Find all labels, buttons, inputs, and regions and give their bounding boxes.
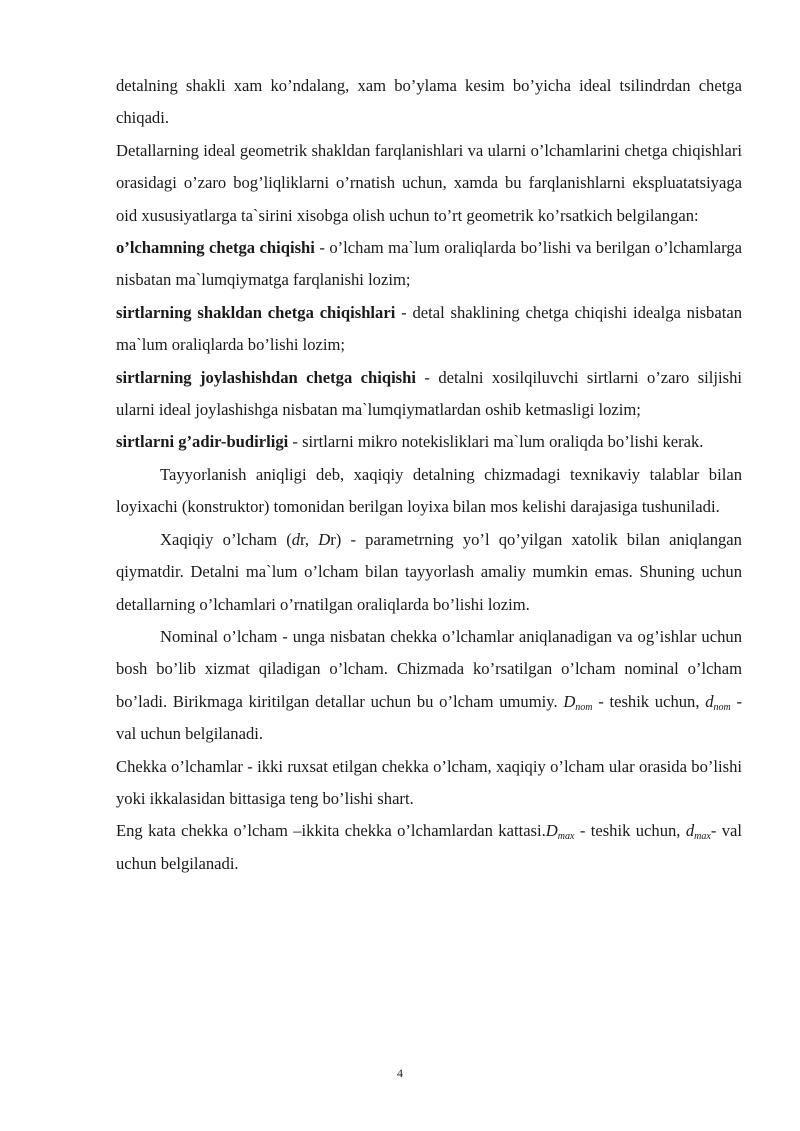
symbol-subscript: max [557, 831, 575, 843]
paragraph-text: - val uchun belgilanadi. [116, 821, 742, 873]
definition-size-deviation [116, 232, 742, 297]
definition-term: sirtlarning shakldan chetga chiqishlari [116, 302, 396, 322]
definition-term: o’lchamning chetga chiqishi [116, 238, 315, 258]
symbol-subscript: nom [713, 701, 731, 713]
definition-text: - detal shaklining chetga chiqishi idealga nisbatan ma`lum oraliqlarda bo’lishi lozim; [116, 302, 742, 355]
symbol: d [705, 691, 714, 711]
symbol-subscript: nom [575, 701, 593, 713]
paragraph-max-limit-size [116, 815, 742, 880]
definition-text: - detalni xosilqiluvchi sirtlarni o’zaro siljishi ularni ideal joylashishga nisbatan ma`lumqiymatlardan oshib ketmasligi lozim; [116, 367, 742, 420]
definition-text: - sirtlarni mikro notekisliklari ma`lum oraliqda bo’lishi kerak. [288, 432, 704, 452]
paragraph-text: - teshik uchun, [574, 821, 686, 841]
paragraph-text: detalning shakli xam ko’ndalang, xam bo’ylama kesim bo’yicha ideal tsilindrdan chetga chiqadi. [116, 76, 742, 128]
symbol: D [563, 691, 576, 711]
paragraph-limit-sizes [116, 751, 742, 816]
definition-position-deviation [116, 362, 742, 427]
symbol: D [545, 821, 558, 841]
symbol: d [291, 529, 301, 549]
paragraph-text: Detallarning ideal geometrik shakldan farqlanishlari va ularni o’lchamlarini chetga chiqishlari orasidagi o’zaro bog’liqliklarni o’rnatish uchun, xamda bu farqlanishlarni ekspluatatsiyaga oid xususiyatlarga ta`sirini xisobga olish uchun to’rt geometrik ko’rsatkich belgilangan: [116, 140, 742, 225]
paragraph-text: Xaqiqiy o’lcham ( [160, 529, 292, 549]
paragraph-nominal-size [116, 621, 742, 751]
paragraph-indicators-intro [116, 135, 742, 232]
paragraph-text: r, [300, 529, 319, 549]
paragraph-manufacturing-accuracy [116, 459, 742, 524]
definition-term: sirtlarni g’adir-budirligi [116, 432, 289, 452]
paragraph-actual-size [116, 524, 742, 621]
page-body [116, 70, 742, 880]
definition-text: - o’lcham ma`lum oraliqlarda bo’lishi va berilgan o’lchamlarga nisbatan ma`lumqiymatga farqlanishi lozim; [116, 238, 742, 290]
symbol: D [318, 529, 331, 549]
paragraph-continuation [116, 70, 742, 135]
definition-term: sirtlarning joylashishdan chetga chiqishi [116, 367, 416, 387]
paragraph-text: - teshik uchun, [592, 691, 706, 711]
symbol: d [685, 821, 695, 841]
paragraph-text: Eng kata chekka o’lcham –ikkita chekka o’lchamlardan kattasi. [116, 821, 546, 841]
paragraph-text: Tayyorlanish aniqligi deb, xaqiqiy detalning chizmadagi texnikaviy talablar bilan loyixachi (konstruktor) tomonidan berilgan loyixa bilan mos kelishi darajasiga tushuniladi. [116, 464, 742, 517]
definition-shape-deviation [116, 297, 742, 362]
definition-roughness [116, 426, 742, 458]
paragraph-text: r) - parametrning yo’l qo’yilgan xatolik bilan aniqlangan qiymatdir. Detalni ma`lum o’lcham bilan tayyorlash amaliy mumkin emas. Shuning uchun detallarning o’lchamlari o’rnatilgan oraliqlarda bo’lishi lozim. [116, 529, 742, 614]
paragraph-text: Nominal o’lcham - unga nisbatan chekka o’lchamlar aniqlanadigan va og’ishlar uchun bosh bo’lib xizmat qiladigan o’lcham. Chizmada ko’rsatilgan o’lcham nominal o’lcham bo’ladi. Birikmaga kiritilgan detallar uchun bu o’lcham umumiy. [116, 626, 742, 711]
symbol-subscript: max [694, 831, 711, 843]
paragraph-text: - val uchun belgilanadi. [116, 691, 742, 744]
paragraph-text: Chekka o’lchamlar - ikki ruxsat etilgan chekka o’lcham, xaqiqiy o’lcham ular orasida bo’lishi yoki ikkalasidan bittasiga teng bo’lishi shart. [116, 756, 742, 808]
page-number: 4 [397, 1066, 403, 1080]
